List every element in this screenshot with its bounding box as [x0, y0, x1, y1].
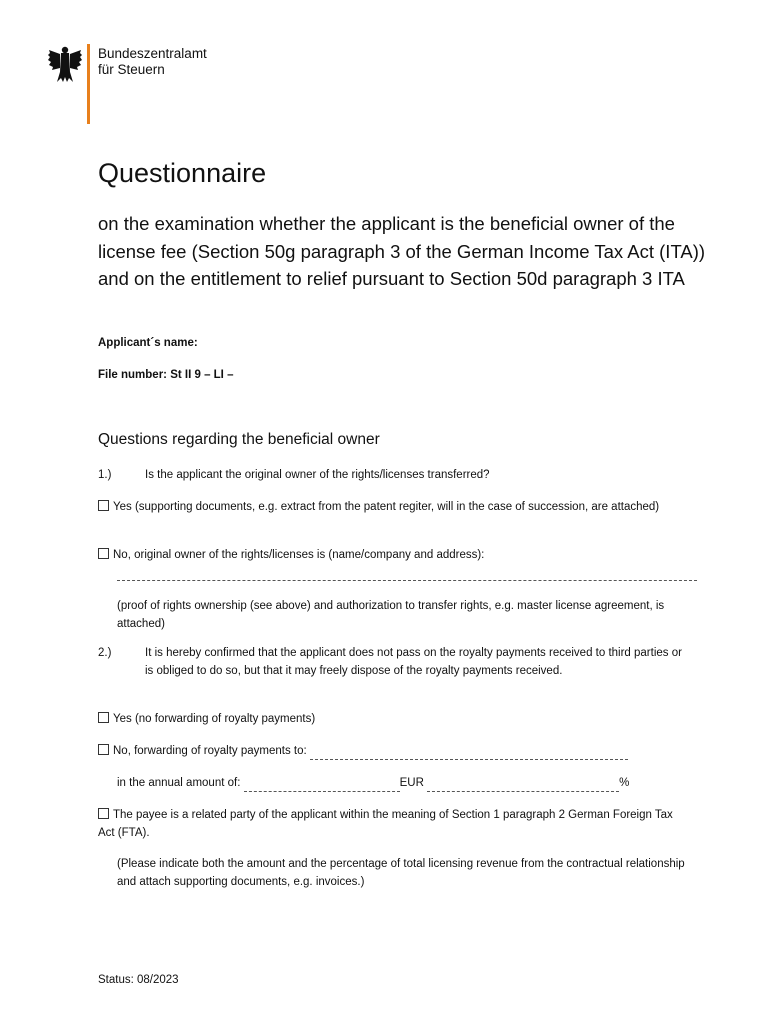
- q2-option-no[interactable]: [98, 742, 688, 760]
- agency-name: [98, 46, 207, 78]
- q2-no-checkbox[interactable]: [98, 744, 109, 755]
- status-date: Status: 08/2023: [98, 974, 179, 986]
- q2-note: (Please indicate both the amount and the percentage of total licensing revenue from the contractual relationship and attach supporting documents, e.g. invoices.): [117, 858, 685, 888]
- agency-line-2: für Steuern: [98, 62, 165, 77]
- q1-yes-checkbox[interactable]: [98, 500, 109, 511]
- page-title: Questionnaire: [98, 158, 267, 188]
- q1-no-checkbox[interactable]: [98, 548, 109, 559]
- file-number: File number: St II 9 – LI –: [98, 369, 234, 381]
- q1-text: Is the applicant the original owner of the rights/licenses transferred?: [145, 469, 490, 481]
- brand-bar: [87, 44, 90, 124]
- applicant-name-label: Applicant´s name:: [98, 337, 198, 349]
- page-subtitle: on the examination whether the applicant is the beneficial owner of the license fee (Section 50g paragraph 3 of the German Income Tax Act (ITA)) and on the entitlement to relief pursuant to Section 50d paragraph 3 ITA: [98, 213, 706, 289]
- q1-note: (proof of rights ownership (see above) and authorization to transfer rights, e.g. master license agreement, is attached): [117, 600, 665, 630]
- q1-no-label: No, original owner of the rights/licenses is (name/company and address):: [113, 549, 485, 561]
- q2-yes-label: Yes (no forwarding of royalty payments): [113, 713, 316, 725]
- q1-option-no[interactable]: [98, 546, 688, 564]
- federal-eagle-icon: [48, 44, 82, 84]
- q2-option-yes[interactable]: [98, 710, 688, 728]
- q2-yes-checkbox[interactable]: [98, 712, 109, 723]
- q2-number: 2.): [98, 647, 112, 659]
- q2-percent-sign: %: [619, 777, 630, 789]
- q2-related-checkbox[interactable]: [98, 808, 109, 819]
- q2-percent-field[interactable]: [427, 779, 619, 792]
- q1-option-yes[interactable]: [98, 498, 688, 516]
- q2-amount-field[interactable]: [244, 779, 400, 792]
- q2-amount-label: in the annual amount of:: [117, 777, 241, 789]
- agency-line-1: Bundeszentralamt: [98, 46, 207, 61]
- q2-text: It is hereby confirmed that the applicant does not pass on the royalty payments received to third parties or is obliged to do so, but that it may freely dispose of the royalty payments received.: [145, 647, 682, 677]
- q1-number: 1.): [98, 469, 112, 481]
- q1-owner-field[interactable]: [117, 570, 697, 581]
- q2-amount-row: [117, 774, 697, 792]
- q2-related-label: The payee is a related party of the applicant within the meaning of Section 1 paragraph 2 German Foreign Tax Act (FTA).: [98, 809, 673, 839]
- q2-recipient-field[interactable]: [310, 747, 628, 760]
- section-heading: Questions regarding the beneficial owner: [98, 431, 380, 448]
- q2-no-label: No, forwarding of royalty payments to:: [113, 745, 307, 757]
- q2-option-related[interactable]: [98, 806, 688, 842]
- q2-currency: EUR: [399, 777, 424, 789]
- q1-yes-label: Yes (supporting documents, e.g. extract from the patent regiter, will in the case of succession, are attached): [113, 501, 660, 513]
